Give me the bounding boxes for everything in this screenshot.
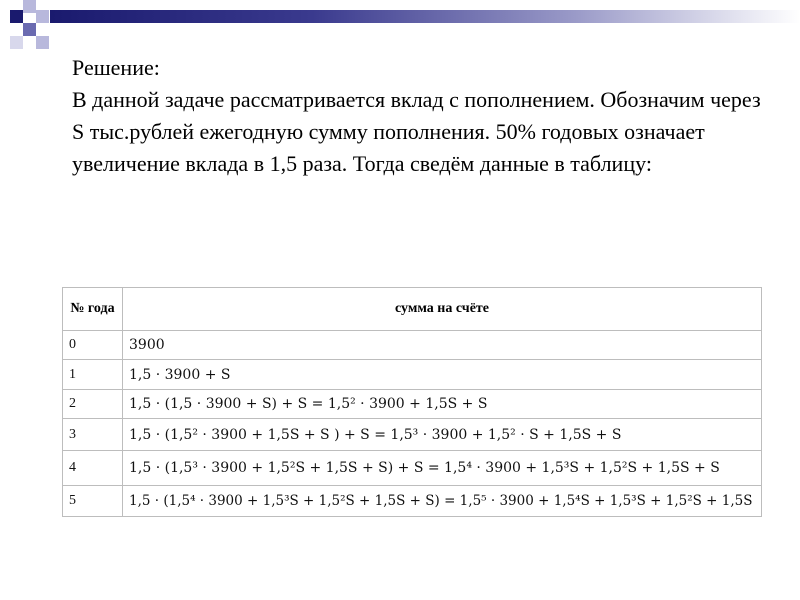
row-amount: 1,5 · (1,5 · 3900 + S) + S = 1,5² · 3900 + 1,5S + S xyxy=(123,390,762,419)
table-row xyxy=(63,331,762,360)
row-amount: 1,5 · (1,5² · 3900 + 1,5S + S ) + S = 1,5³ · 3900 + 1,5² · S + 1,5S + S xyxy=(123,419,762,451)
table-header-row xyxy=(63,288,762,331)
deposit-table xyxy=(62,287,762,517)
row-year: 2 xyxy=(63,390,123,419)
row-amount: 1,5 · 3900 + S xyxy=(123,360,762,390)
decor-square xyxy=(10,10,23,23)
decor-square xyxy=(36,36,49,49)
row-year: 5 xyxy=(63,486,123,517)
solution-heading: Решение: xyxy=(72,55,160,80)
solution-text xyxy=(72,52,772,180)
header-decoration xyxy=(0,0,800,60)
table-row xyxy=(63,360,762,390)
header-year: № года xyxy=(63,288,123,331)
table-row xyxy=(63,451,762,486)
row-amount: 1,5 · (1,5⁴ · 3900 + 1,5³S + 1,5²S + 1,5S + S) = 1,5⁵ · 3900 + 1,5⁴S + 1,5³S + 1,5²S + 1,5S xyxy=(123,486,762,517)
decor-square xyxy=(23,0,36,13)
row-amount: 1,5 · (1,5³ · 3900 + 1,5²S + 1,5S + S) + S = 1,5⁴ · 3900 + 1,5³S + 1,5²S + 1,5S + S xyxy=(123,451,762,486)
row-year: 0 xyxy=(63,331,123,360)
row-year: 1 xyxy=(63,360,123,390)
decor-square xyxy=(10,36,23,49)
table-row xyxy=(63,390,762,419)
solution-paragraph: В данной задаче рассматривается вклад с пополнением. Обозначим через S тыс.рублей ежегодную сумму пополнения. 50% годовых означает увеличение вклада в 1,5 раза. Тогда сведём данные в таблицу: xyxy=(72,87,761,176)
table-row xyxy=(63,419,762,451)
row-year: 3 xyxy=(63,419,123,451)
decor-gradient-bar xyxy=(50,10,800,23)
header-amount: сумма на счёте xyxy=(123,288,762,331)
row-amount: 3900 xyxy=(123,331,762,360)
table-row xyxy=(63,486,762,517)
decor-square xyxy=(36,10,49,23)
decor-square xyxy=(23,23,36,36)
row-year: 4 xyxy=(63,451,123,486)
